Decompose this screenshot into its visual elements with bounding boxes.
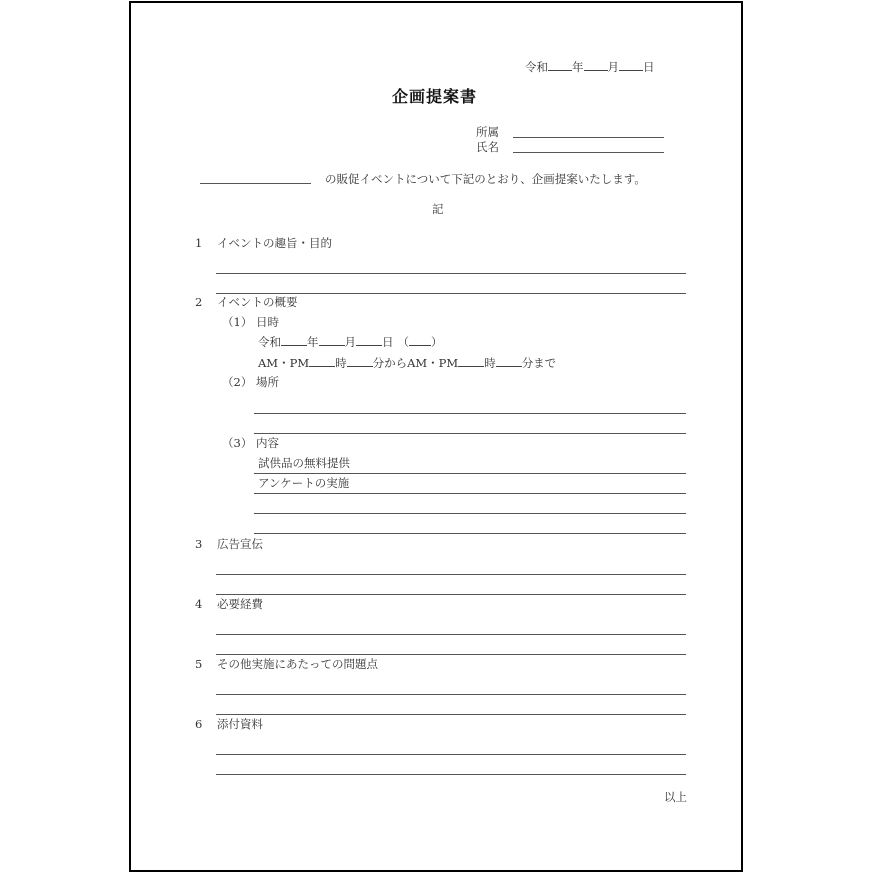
event-month-unit: 月 <box>344 335 356 349</box>
section-4-number: 4 <box>195 597 203 611</box>
event-year-unit: 年 <box>307 335 319 349</box>
sub-1-number: （1） <box>222 315 253 329</box>
section-6-title: 添付資料 <box>217 717 263 731</box>
event-date-line <box>258 334 443 349</box>
end-ampm: AM・PM <box>407 356 459 370</box>
date-era: 令和 <box>525 60 548 74</box>
section-1-line-1[interactable] <box>216 273 686 274</box>
sub-2-title: 場所 <box>256 375 279 389</box>
date-day-unit: 日 <box>643 60 655 74</box>
content-item-1: 試供品の無料提供 <box>258 456 350 470</box>
event-day-unit: 日 <box>382 335 394 349</box>
closing-text: 以上 <box>664 790 687 804</box>
end-minute-unit: 分まで <box>521 356 557 370</box>
section-1-title: イベントの趣旨・目的 <box>217 236 332 250</box>
section-2-number: 2 <box>195 295 203 309</box>
intro-text: の販促イベントについて下記のとおり、企画提案いたします。 <box>325 172 646 186</box>
day-blank[interactable] <box>619 59 643 71</box>
affiliation-field[interactable] <box>513 137 664 138</box>
section-6-line-2[interactable] <box>216 774 686 775</box>
sub-2-number: （2） <box>222 375 253 389</box>
event-month-blank[interactable] <box>319 334 345 346</box>
date-header <box>525 59 655 74</box>
section-3-number: 3 <box>195 537 203 551</box>
section-5-line-1[interactable] <box>216 694 686 695</box>
location-line-1[interactable] <box>254 413 686 414</box>
weekday-close-paren: ） <box>431 335 443 349</box>
year-blank[interactable] <box>548 59 572 71</box>
document-title: 企画提案書 <box>392 87 478 106</box>
content-line-1[interactable] <box>254 473 686 474</box>
end-hour-blank[interactable] <box>458 355 484 367</box>
date-month-unit: 月 <box>607 60 619 74</box>
event-day-blank[interactable] <box>356 334 382 346</box>
section-6-number: 6 <box>195 717 203 731</box>
section-3-line-2[interactable] <box>216 594 686 595</box>
name-label: 氏名 <box>476 140 499 154</box>
section-2-title: イベントの概要 <box>217 295 298 309</box>
section-5-number: 5 <box>195 657 203 671</box>
section-4-title: 必要経費 <box>217 597 263 611</box>
section-1-number: 1 <box>195 236 203 250</box>
store-name-field[interactable] <box>200 183 311 184</box>
event-date-era: 令和 <box>258 335 281 349</box>
month-blank[interactable] <box>584 59 608 71</box>
event-time-line <box>258 355 556 370</box>
end-minute-blank[interactable] <box>496 355 522 367</box>
sub-1-title: 日時 <box>256 315 279 329</box>
start-hour-blank[interactable] <box>309 355 335 367</box>
section-1-line-2[interactable] <box>216 293 686 294</box>
content-line-2[interactable] <box>254 493 686 494</box>
name-field[interactable] <box>513 152 664 153</box>
sub-3-title: 内容 <box>256 436 279 450</box>
content-item-2: アンケートの実施 <box>258 476 350 490</box>
event-year-blank[interactable] <box>281 334 307 346</box>
end-hour-unit: 時 <box>484 356 496 370</box>
start-hour-unit: 時 <box>335 356 347 370</box>
section-5-title: その他実施にあたっての問題点 <box>217 657 378 671</box>
section-3-line-1[interactable] <box>216 574 686 575</box>
affiliation-label: 所属 <box>476 125 499 139</box>
start-ampm: AM・PM <box>258 356 310 370</box>
weekday-blank[interactable] <box>409 334 431 346</box>
start-minute-blank[interactable] <box>347 355 373 367</box>
date-year-unit: 年 <box>572 60 584 74</box>
ki-label: 記 <box>432 202 444 216</box>
section-4-line-1[interactable] <box>216 634 686 635</box>
content-line-4[interactable] <box>254 533 686 534</box>
section-6-line-1[interactable] <box>216 754 686 755</box>
section-3-title: 広告宣伝 <box>217 537 263 551</box>
section-5-line-2[interactable] <box>216 714 686 715</box>
weekday-open-paren: （ <box>397 335 409 349</box>
sub-3-number: （3） <box>222 436 253 450</box>
section-4-line-2[interactable] <box>216 654 686 655</box>
location-line-2[interactable] <box>254 433 686 434</box>
start-minute-unit: 分から <box>372 356 408 370</box>
content-line-3[interactable] <box>254 513 686 514</box>
